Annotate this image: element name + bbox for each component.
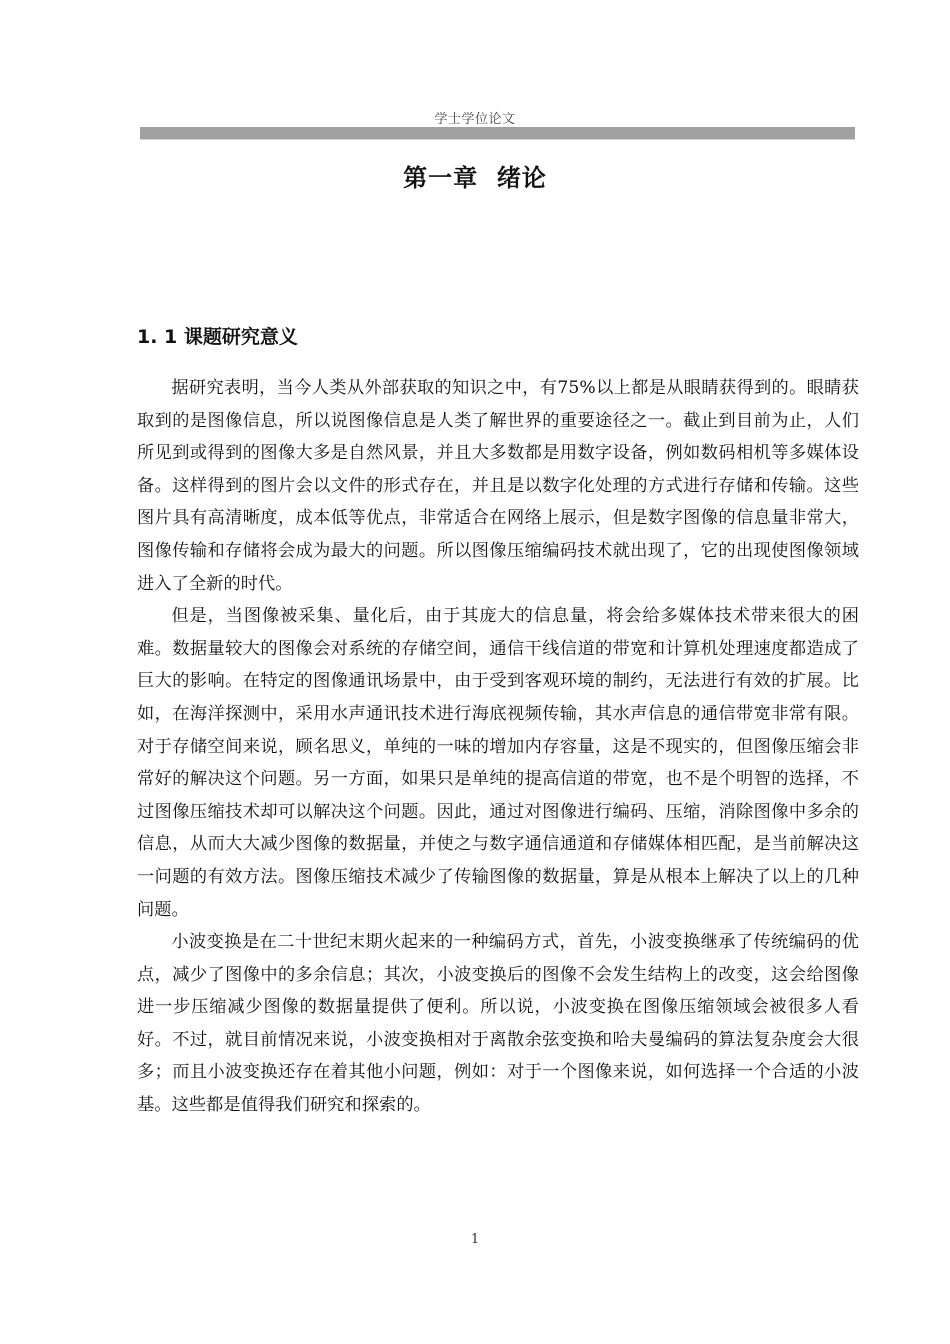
section-title: 1. 1 课题研究意义 [137,326,298,348]
paragraph-wavelet: 小波变换是在二十世纪末期火起来的一种编码方式，首先，小波变换继承了传统编码的优点，减少了图像中的多余信息；其次，小波变换后的图像不会发生结构上的改变，这会给图像进一步压缩减少图像的数据量提供了便利。所以说，小波变换在图像压缩领域会被很多人看好。不过，就目前情况来说，小波变换相对于离散余弦变换和哈夫曼编码的算法复杂度会大很多；而且小波变换还存在着其他小问题，例如：对于一个图像来说，如何选择一个合适的小波基。这些都是值得我们研究和探索的。 [137,932,859,1116]
page-number: 1 [470,1232,480,1247]
header-divider-bar [140,127,855,140]
running-header: 学士学位论文 [434,112,516,127]
chapter-title: 第一章 绪论 [403,164,547,192]
paragraph-compression-need: 但是，当图像被采集、量化后，由于其庞大的信息量，将会给多媒体技术带来很大的困难。数据量较大的图像会对系统的存储空间，通信干线信道的带宽和计算机处理速度都造成了巨大的影响。在特定的图像通讯场景中，由于受到客观环境的制约，无法进行有效的扩展。比如，在海洋探测中，采用水声通讯技术进行海底视频传输，其水声信息的通信带宽非常有限。对于存储空间来说，顾名思义，单纯的一味的增加内存容量，这是不现实的，但图像压缩会非常好的解决这个问题。另一方面，如果只是单纯的提高信道的带宽，也不是个明智的选择，不过图像压缩技术却可以解决这个问题。因此，通过对图像进行编码、压缩，消除图像中多余的信息，从而大大减少图像的数据量，并使之与数字通信通道和存储媒体相匹配，是当前解决这一问题的有效方法。图像压缩技术减少了传输图像的数据量，算是从根本上解决了以上的几种问题。 [137,606,859,920]
body-text [137,372,859,1122]
paragraph-significance: 据研究表明，当今人类从外部获取的知识之中，有75%以上都是从眼睛获得到的。眼睛获取到的是图像信息，所以说图像信息是人类了解世界的重要途径之一。截止到目前为止，人们所见到或得到的图像大多是自然风景，并且大多数都是用数字设备，例如数码相机等多媒体设备。这样得到的图片会以文件的形式存在，并且是以数字化处理的方式进行存储和传输。这些图片具有高清晰度，成本低等优点，非常适合在网络上展示，但是数字图像的信息量非常大，图像传输和存储将会成为最大的问题。所以图像压缩编码技术就出现了，它的出现使图像领域进入了全新的时代。 [137,378,859,594]
